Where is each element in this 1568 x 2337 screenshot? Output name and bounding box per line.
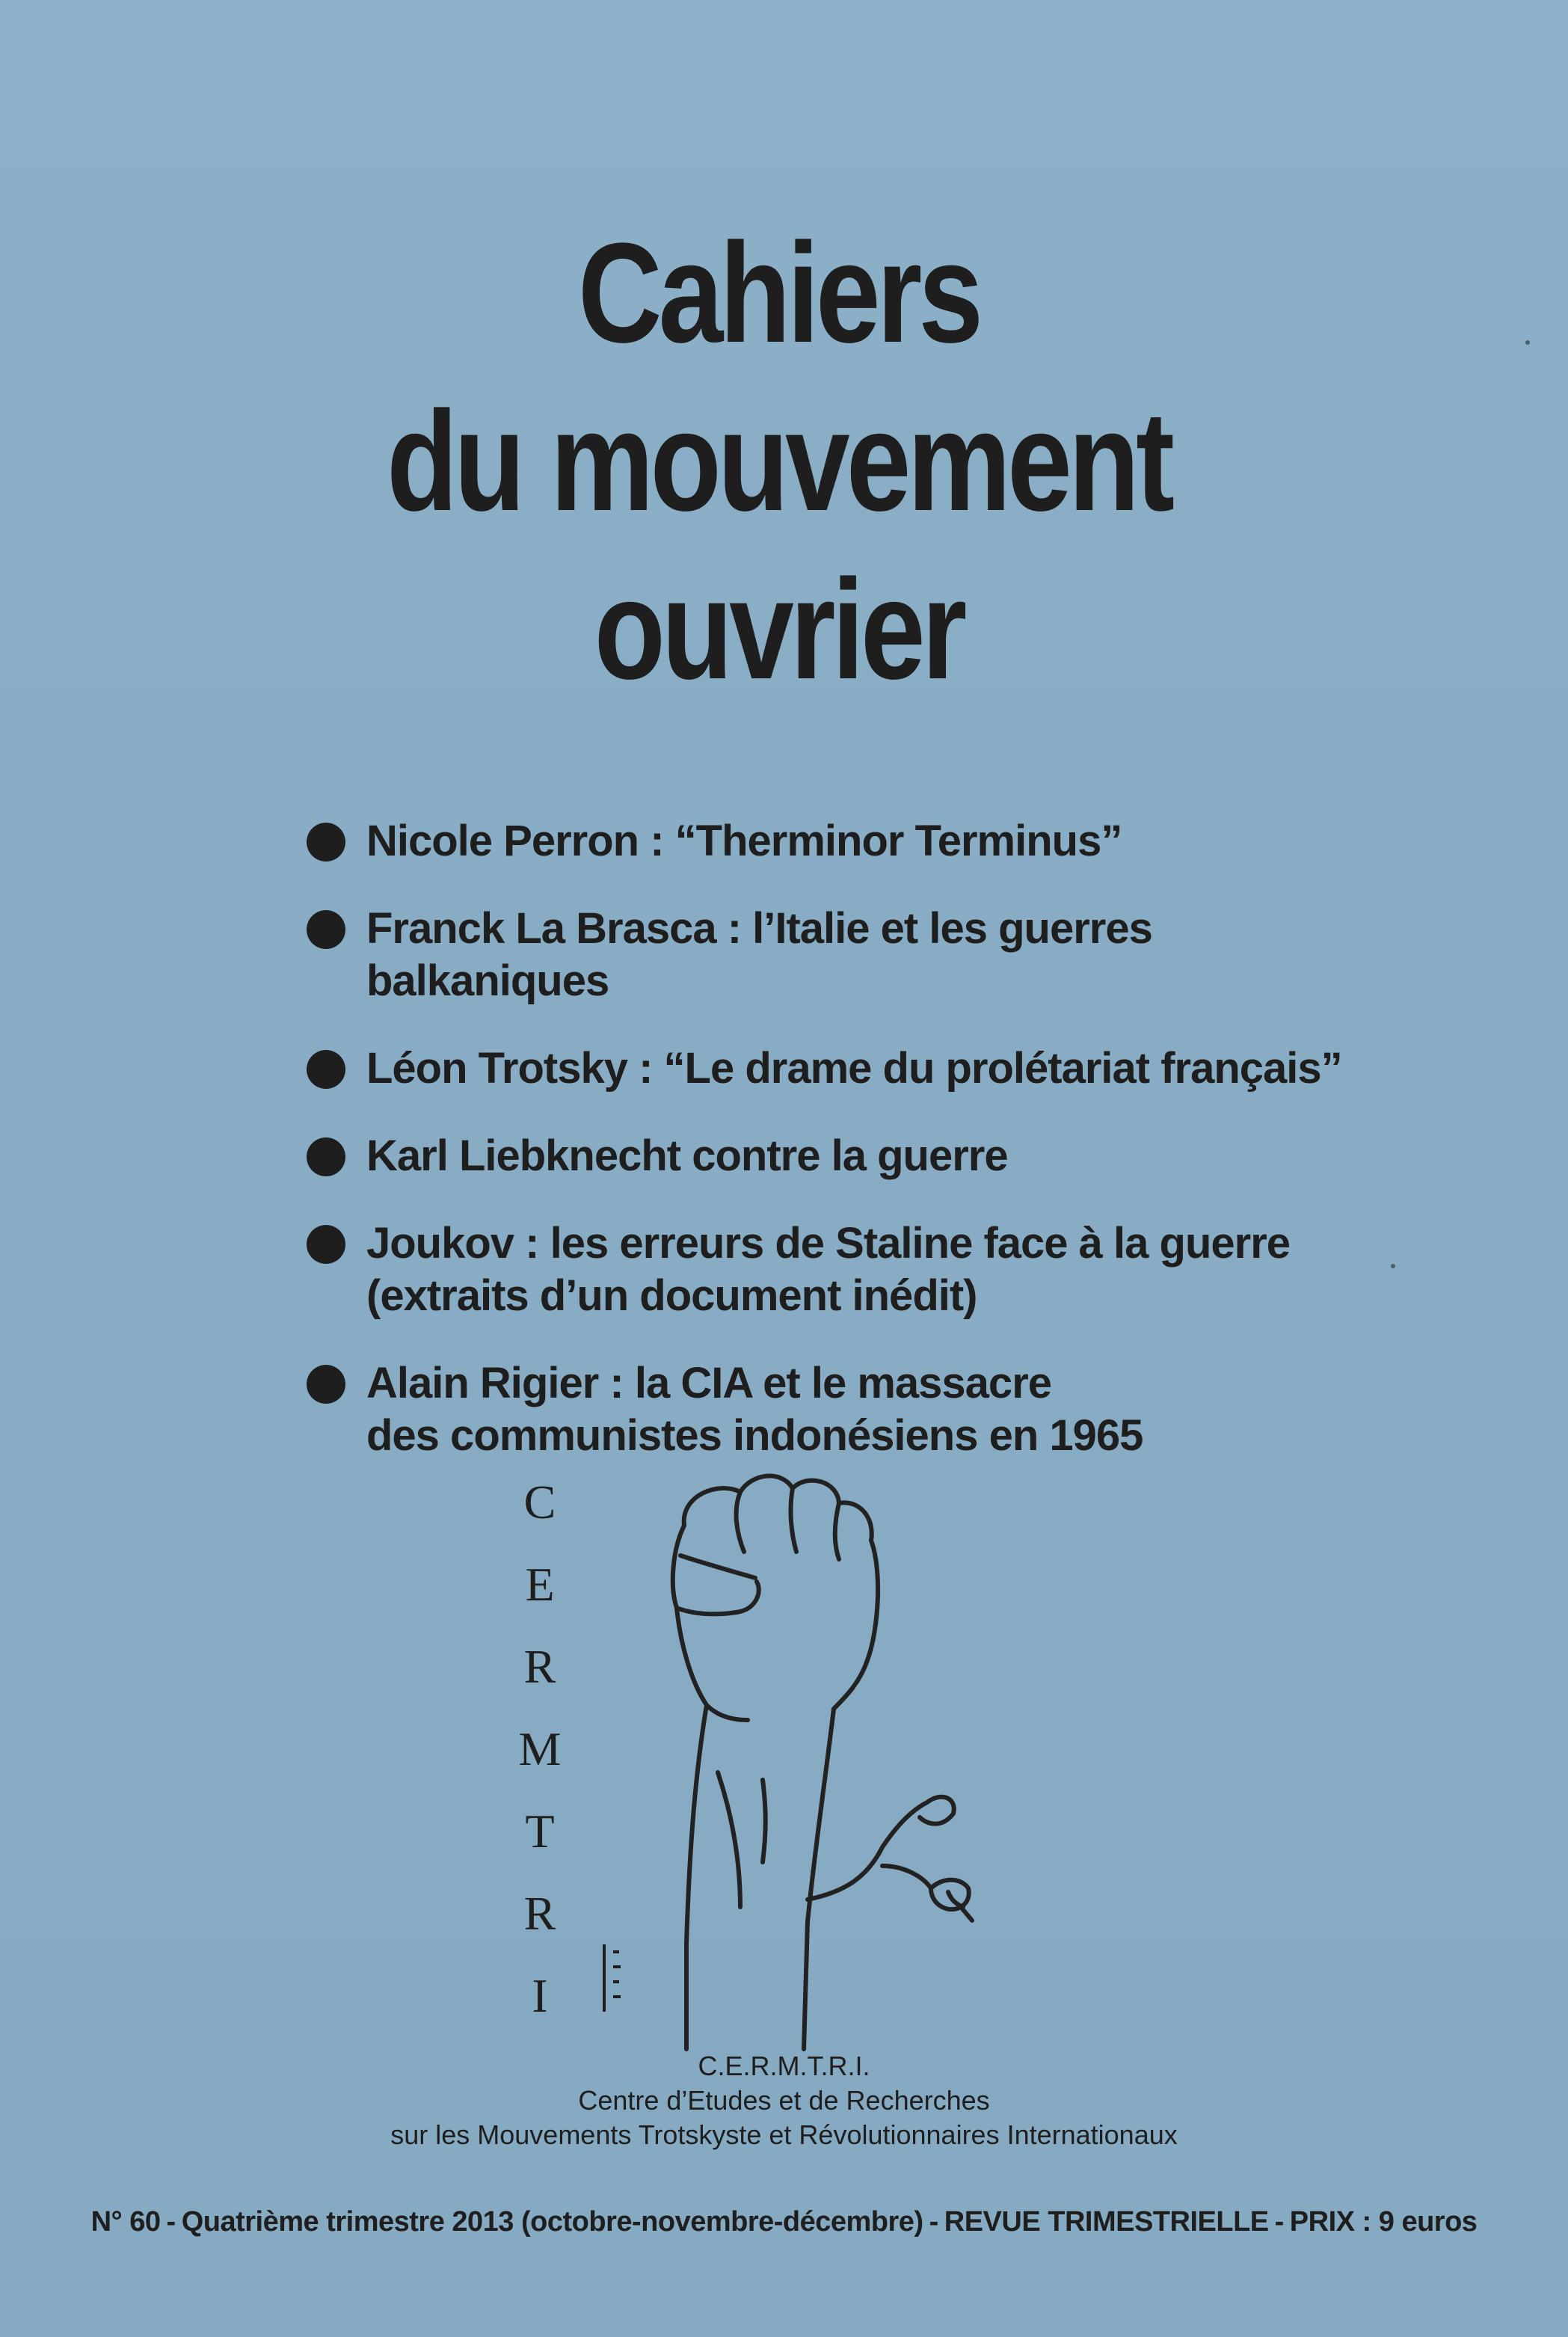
contents-item [307, 1217, 1428, 1322]
separator: - [1274, 2206, 1284, 2238]
logo-letter: C [523, 1475, 556, 1529]
logo-letter: E [525, 1558, 555, 1611]
separator: - [929, 2206, 938, 2238]
bullet-icon [307, 1365, 345, 1404]
organization-name-line-2: sur les Mouvements Trotskyste et Révolutionnaires Internationaux [390, 2119, 1178, 2150]
title-line-3: ouvrier [594, 550, 964, 709]
issue-footer [0, 2206, 1568, 2238]
issue-number: N° 60 [90, 2206, 161, 2238]
contents-item-text: Nicole Perron : “Therminor Terminus” [366, 817, 1122, 865]
contents-item [307, 1357, 1428, 1462]
organization-block [0, 2049, 1568, 2152]
logo-letter: R [523, 1887, 556, 1940]
print-speck [1525, 340, 1530, 345]
title-line-2: du mouvement [387, 382, 1172, 541]
logo-letter: R [523, 1640, 556, 1693]
issue-period: Quatrième trimestre 2013 (octobre-novembre-décembre) [181, 2206, 923, 2238]
logo-letter: T [525, 1805, 555, 1858]
bullet-icon [307, 910, 345, 949]
logo-letter: I [532, 1969, 548, 2022]
contents-item [307, 815, 1428, 867]
contents-item-text: Alain Rigier : la CIA et le massacre des communistes indonésiens en 1965 [366, 1359, 1143, 1460]
logo-letter: M [518, 1722, 562, 1775]
contents-item-text: Karl Liebknecht contre la guerre [366, 1131, 1008, 1180]
title-line-1: Cahiers [578, 214, 980, 372]
contents-item-text: Franck La Brasca : l’Italie et les guerres balkaniques [366, 904, 1152, 1005]
organization-name-line-1: Centre d’Etudes et de Recherches [578, 2085, 990, 2116]
magazine-title [136, 209, 1422, 714]
cermtri-fist-logo [494, 1458, 1017, 2057]
bullet-icon [307, 1137, 345, 1176]
separator: - [166, 2206, 176, 2238]
bullet-icon [307, 823, 345, 862]
bullet-icon [307, 1225, 345, 1264]
publication-type: REVUE TRIMESTRIELLE [944, 2206, 1269, 2238]
contents-item [307, 903, 1428, 1007]
contents-item [307, 1042, 1428, 1095]
organization-acronym: C.E.R.M.T.R.I. [698, 2051, 870, 2081]
contents-item-text: Léon Trotsky : “Le drame du prolétariat français” [366, 1044, 1342, 1093]
print-speck [1391, 1264, 1395, 1268]
table-of-contents [307, 815, 1428, 1497]
contents-item-text: Joukov : les erreurs de Staline face à la guerre (extraits d’un document inédit) [366, 1219, 1291, 1320]
price: PRIX : 9 euros [1289, 2206, 1478, 2238]
contents-item [307, 1130, 1428, 1182]
bullet-icon [307, 1050, 345, 1089]
